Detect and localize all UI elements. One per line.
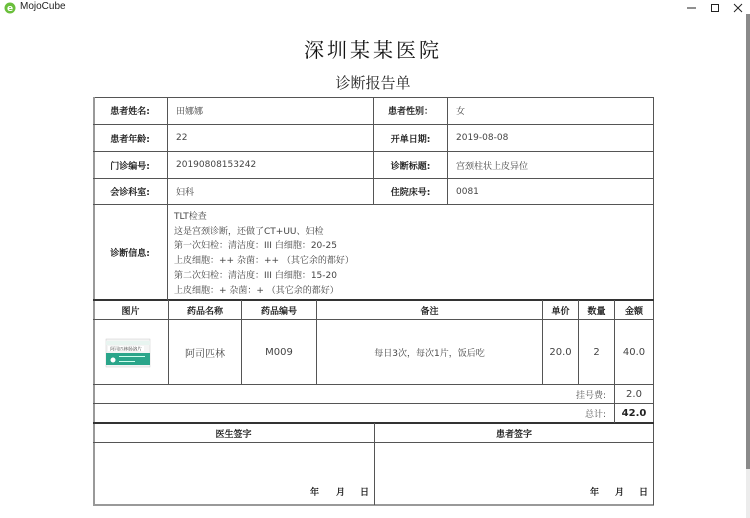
- diagnosis-info-text: [174, 210, 354, 298]
- bed-number-value: 0081: [456, 186, 479, 197]
- total-label: 总计:: [584, 409, 606, 420]
- patient-signature-label: 患者签字: [495, 429, 532, 440]
- drug-code: M009: [265, 346, 293, 358]
- diagnosis-line: 第二次妇检：清洁度：III 白细胞：15-20: [174, 270, 337, 281]
- col-header-price: 单价: [551, 306, 570, 317]
- drug-amount: 40.0: [622, 346, 646, 358]
- order-date-value: 2019-08-08: [456, 133, 509, 143]
- hospital-name: 深圳某某医院: [304, 38, 442, 62]
- col-header-note: 备注: [420, 306, 439, 317]
- clinic-number-value: 20190808153242: [176, 160, 257, 170]
- col-header-image: 图片: [121, 306, 140, 317]
- window-titlebar: [0, 0, 750, 16]
- doctor-sign-day: 日: [360, 488, 370, 498]
- diagnosis-line: 这是宫颈诊断，还做了CT+UU、妇检: [174, 226, 324, 237]
- doctor-signature-label: 医生签字: [215, 429, 252, 440]
- patient-signature-area[interactable]: [375, 443, 653, 504]
- doctor-signature-area[interactable]: [95, 443, 374, 504]
- svg-text:e: e: [6, 4, 14, 14]
- close-icon: [733, 3, 743, 13]
- minimize-icon: [687, 3, 697, 13]
- drug-note: 每日3次，每次1片，饭后吃: [374, 348, 485, 359]
- patient-name-label: 患者姓名:: [110, 107, 150, 117]
- app-logo-icon: [4, 2, 16, 14]
- col-header-drug-code: 药品编号: [260, 306, 297, 317]
- clinic-number-label: 门诊编号:: [110, 161, 150, 172]
- patient-sign-month: 月: [615, 488, 625, 498]
- maximize-icon: [710, 3, 720, 13]
- svg-text:阿司匹林肠溶片: 阿司匹林肠溶片: [110, 347, 142, 353]
- diagnosis-title-label: 诊断标题:: [390, 161, 431, 172]
- patient-sign-year: 年: [590, 488, 600, 498]
- patient-age-value: 22: [176, 133, 188, 143]
- aspirin-box-icon: [105, 337, 151, 369]
- patient-age-label: 患者年龄:: [110, 134, 150, 145]
- diagnosis-report-form: [93, 97, 654, 504]
- maximize-button[interactable]: [704, 0, 726, 16]
- vertical-scrollbar[interactable]: [746, 14, 750, 518]
- drug-name: 阿司匹林: [185, 348, 225, 360]
- patient-gender-value: 女: [456, 107, 466, 117]
- diagnosis-line: 上皮细胞：+ 杂菌：+ （其它余的都好）: [174, 285, 339, 296]
- diagnosis-info-label: 诊断信息:: [110, 248, 150, 259]
- diagnosis-line: 上皮细胞：++ 杂菌：++ （其它余的都好）: [174, 256, 354, 267]
- patient-gender-label: 患者性别：: [387, 107, 433, 117]
- diagnosis-line: 第一次妇检：清洁度：III 白细胞：20-25: [174, 241, 337, 252]
- diagnosis-line: TLT检查: [174, 212, 207, 222]
- order-date-label: 开单日期:: [390, 134, 431, 145]
- department-label: 会诊科室:: [110, 188, 150, 198]
- col-header-qty: 数量: [587, 306, 606, 317]
- department-value: 妇科: [176, 188, 195, 198]
- report-title: 诊断报告单: [335, 74, 411, 92]
- drug-price: 20.0: [549, 346, 572, 358]
- total-value: 42.0: [621, 407, 647, 419]
- diagnosis-title-value: 宫颈柱状上皮异位: [456, 161, 529, 172]
- registration-fee-value: 2.0: [626, 388, 642, 400]
- registration-fee-label: 挂号费:: [575, 390, 606, 401]
- col-header-drug-name: 药品名称: [186, 306, 223, 317]
- col-header-amount: 金额: [624, 306, 643, 317]
- window-title: MojoCube: [20, 1, 66, 12]
- bed-number-label: 住院床号:: [390, 188, 431, 198]
- patient-name-value: 田娜娜: [176, 107, 204, 117]
- drug-qty: 2: [593, 346, 600, 358]
- minimize-button[interactable]: [681, 0, 703, 16]
- patient-sign-day: 日: [639, 488, 649, 498]
- scrollbar-thumb[interactable]: [746, 14, 750, 469]
- doctor-sign-year: 年: [310, 488, 320, 498]
- table-row: [93, 320, 168, 384]
- doctor-sign-month: 月: [336, 488, 346, 498]
